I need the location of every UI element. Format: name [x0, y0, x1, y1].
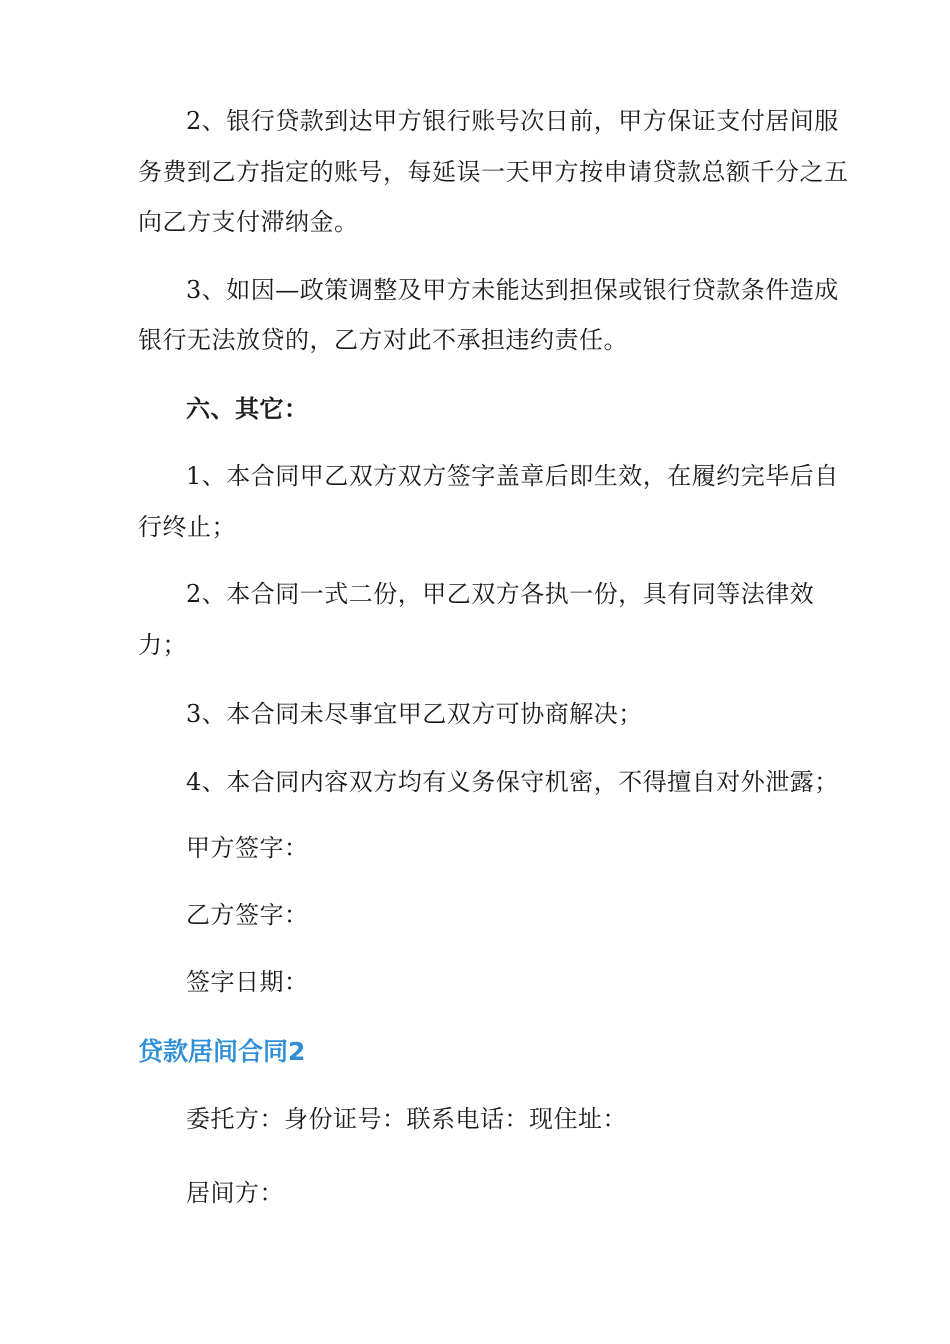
- clause-payment-line-1: 2、银行贷款到达甲方银行账号次日前，甲方保证支付居间服: [186, 107, 839, 135]
- contract-2-title: 贷款居间合同2: [138, 1037, 306, 1066]
- item-2-line-2: 力；: [138, 631, 187, 659]
- item-1-line-2: 行终止；: [138, 513, 236, 541]
- clause-policy-line-1: 3、如因—政策调整及甲方未能达到担保或银行贷款条件造成: [186, 276, 839, 304]
- signature-party-b: 乙方签字：: [186, 901, 309, 929]
- clause-payment-line-2: 务费到乙方指定的账号，每延误一天甲方按申请贷款总额千分之五: [138, 158, 849, 186]
- item-1-line-1: 1、本合同甲乙双方双方签字盖章后即生效，在履约完毕后自: [186, 462, 839, 490]
- section-heading-other: 六、其它：: [186, 394, 309, 423]
- intermediary-line: 居间方：: [186, 1179, 284, 1207]
- item-2-line-1: 2、本合同一式二份，甲乙双方各执一份，具有同等法律效: [186, 580, 815, 608]
- client-info-line: 委托方：身份证号：联系电话：现住址：: [186, 1105, 627, 1133]
- clause-payment-line-3: 向乙方支付滞纳金。: [138, 208, 359, 236]
- item-4: 4、本合同内容双方均有义务保守机密，不得擅自对外泄露；: [186, 768, 839, 796]
- item-3: 3、本合同未尽事宜甲乙双方可协商解决；: [186, 700, 643, 728]
- signature-date: 签字日期：: [186, 968, 309, 996]
- clause-policy-line-2: 银行无法放贷的，乙方对此不承担违约责任。: [138, 326, 628, 354]
- signature-party-a: 甲方签字：: [186, 834, 309, 862]
